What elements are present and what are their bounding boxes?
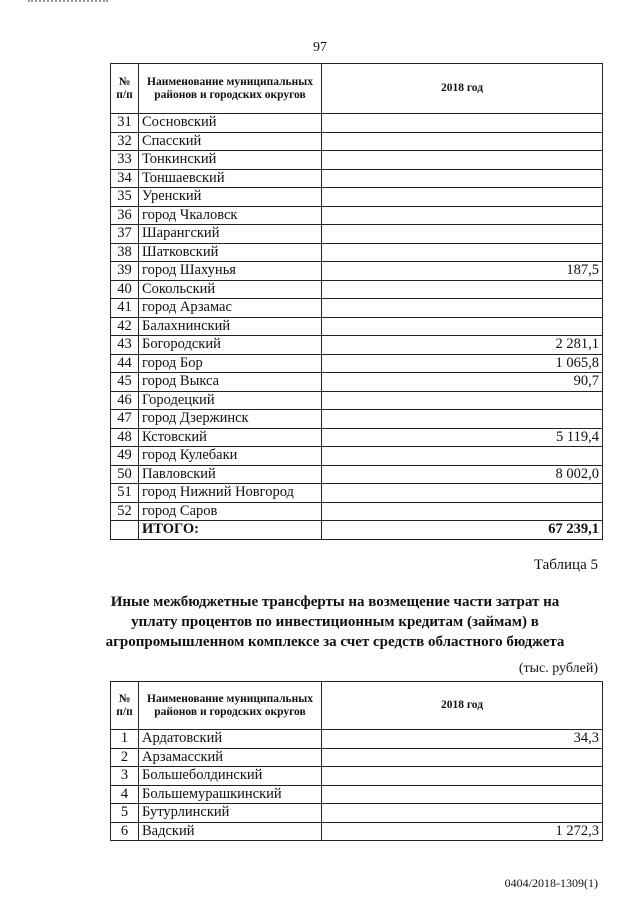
row-value: 1 065,8 <box>322 354 603 373</box>
row-name: Вадский <box>139 822 322 841</box>
table-row <box>111 336 603 355</box>
row-value <box>322 206 603 225</box>
table-row <box>111 262 603 281</box>
row-value <box>322 767 603 786</box>
total-num-cell <box>111 521 139 540</box>
row-name: Уренский <box>139 188 322 207</box>
row-number: 33 <box>111 151 139 170</box>
row-value: 5 119,4 <box>322 428 603 447</box>
row-value: 187,5 <box>322 262 603 281</box>
table-row <box>111 169 603 188</box>
total-value: 67 239,1 <box>322 521 603 540</box>
table-5 <box>110 681 603 841</box>
row-number: 2 <box>111 748 139 767</box>
row-number: 31 <box>111 114 139 133</box>
row-name: Богородский <box>139 336 322 355</box>
row-number: 5 <box>111 804 139 823</box>
row-name: Ардатовский <box>139 730 322 749</box>
row-value: 34,3 <box>322 730 603 749</box>
row-number: 48 <box>111 428 139 447</box>
row-name: город Арзамас <box>139 299 322 318</box>
main-table <box>110 63 603 540</box>
header-year: 2018 год <box>322 64 603 114</box>
table-row <box>111 502 603 521</box>
row-value <box>322 225 603 244</box>
row-number: 47 <box>111 410 139 429</box>
row-name: Бутурлинский <box>139 804 322 823</box>
row-number: 45 <box>111 373 139 392</box>
total-row <box>111 521 603 540</box>
row-value <box>322 447 603 466</box>
row-number: 6 <box>111 822 139 841</box>
table-row <box>111 373 603 392</box>
table-row <box>111 114 603 133</box>
row-name: город Нижний Новгород <box>139 484 322 503</box>
row-value <box>322 391 603 410</box>
row-name: Павловский <box>139 465 322 484</box>
units-label: (тыс. рублей) <box>518 661 598 676</box>
row-number: 49 <box>111 447 139 466</box>
row-number: 50 <box>111 465 139 484</box>
table-row <box>111 206 603 225</box>
row-number: 38 <box>111 243 139 262</box>
row-name: город Бор <box>139 354 322 373</box>
row-number: 37 <box>111 225 139 244</box>
row-value <box>322 114 603 133</box>
row-value: 90,7 <box>322 373 603 392</box>
table-5-body <box>111 730 603 841</box>
row-value <box>322 804 603 823</box>
row-value <box>322 785 603 804</box>
row-value: 8 002,0 <box>322 465 603 484</box>
main-table-body <box>111 114 603 521</box>
page-number: 97 <box>313 40 327 55</box>
row-value <box>322 748 603 767</box>
header-name: Наименование муниципальных районов и городских округов <box>139 64 322 114</box>
table-row <box>111 132 603 151</box>
table-row <box>111 465 603 484</box>
row-name: Сосновский <box>139 114 322 133</box>
table-row <box>111 188 603 207</box>
row-number: 36 <box>111 206 139 225</box>
row-number: 41 <box>111 299 139 318</box>
row-number: 4 <box>111 785 139 804</box>
header-num: № п/п <box>111 64 139 114</box>
table-row <box>111 822 603 841</box>
row-value <box>322 484 603 503</box>
row-value <box>322 502 603 521</box>
row-value <box>322 410 603 429</box>
row-number: 51 <box>111 484 139 503</box>
row-name: Большеболдинский <box>139 767 322 786</box>
row-name: Тоншаевский <box>139 169 322 188</box>
row-name: Кстовский <box>139 428 322 447</box>
row-number: 46 <box>111 391 139 410</box>
row-value <box>322 280 603 299</box>
table-row <box>111 243 603 262</box>
row-number: 42 <box>111 317 139 336</box>
table-row <box>111 225 603 244</box>
row-number: 43 <box>111 336 139 355</box>
table-row <box>111 354 603 373</box>
row-name: Балахнинский <box>139 317 322 336</box>
row-name: Сокольский <box>139 280 322 299</box>
table-row <box>111 804 603 823</box>
table-row <box>111 730 603 749</box>
row-value <box>322 243 603 262</box>
row-name: Тонкинский <box>139 151 322 170</box>
header-year: 2018 год <box>322 682 603 730</box>
row-name: Шарангский <box>139 225 322 244</box>
table-row <box>111 391 603 410</box>
table-row <box>111 785 603 804</box>
row-name: Арзамасский <box>139 748 322 767</box>
total-label: ИТОГО: <box>139 521 322 540</box>
row-number: 35 <box>111 188 139 207</box>
table-row <box>111 484 603 503</box>
row-value <box>322 132 603 151</box>
row-value <box>322 151 603 170</box>
row-value <box>322 169 603 188</box>
row-name: город Кулебаки <box>139 447 322 466</box>
row-name: город Чкаловск <box>139 206 322 225</box>
row-value <box>322 317 603 336</box>
row-value <box>322 299 603 318</box>
table-row <box>111 151 603 170</box>
row-name: город Дзержинск <box>139 410 322 429</box>
section-title: Иные межбюджетные трансферты на возмещение части затрат на уплату процентов по инвестиционным кредитам (займам) в агропромышленном комплексе за счет средств областного бюджета <box>105 594 565 650</box>
row-value <box>322 188 603 207</box>
row-number: 32 <box>111 132 139 151</box>
row-number: 3 <box>111 767 139 786</box>
row-number: 34 <box>111 169 139 188</box>
row-name: Шатковский <box>139 243 322 262</box>
scan-artifact <box>28 0 108 8</box>
row-number: 44 <box>111 354 139 373</box>
row-number: 39 <box>111 262 139 281</box>
table-row <box>111 447 603 466</box>
table-row <box>111 767 603 786</box>
table-row <box>111 299 603 318</box>
table-row <box>111 428 603 447</box>
header-name: Наименование муниципальных районов и городских округов <box>139 682 322 730</box>
header-num: № п/п <box>111 682 139 730</box>
document-code: 0404/2018-1309(1) <box>504 876 598 890</box>
table-row <box>111 410 603 429</box>
row-number: 52 <box>111 502 139 521</box>
table-row <box>111 280 603 299</box>
row-name: Городецкий <box>139 391 322 410</box>
row-name: город Саров <box>139 502 322 521</box>
row-number: 40 <box>111 280 139 299</box>
table-row <box>111 317 603 336</box>
table-caption: Таблица 5 <box>533 557 598 573</box>
row-value: 2 281,1 <box>322 336 603 355</box>
row-name: город Выкса <box>139 373 322 392</box>
row-number: 1 <box>111 730 139 749</box>
row-name: Большемурашкинский <box>139 785 322 804</box>
row-name: город Шахунья <box>139 262 322 281</box>
row-value: 1 272,3 <box>322 822 603 841</box>
row-name: Спасский <box>139 132 322 151</box>
table-row <box>111 748 603 767</box>
